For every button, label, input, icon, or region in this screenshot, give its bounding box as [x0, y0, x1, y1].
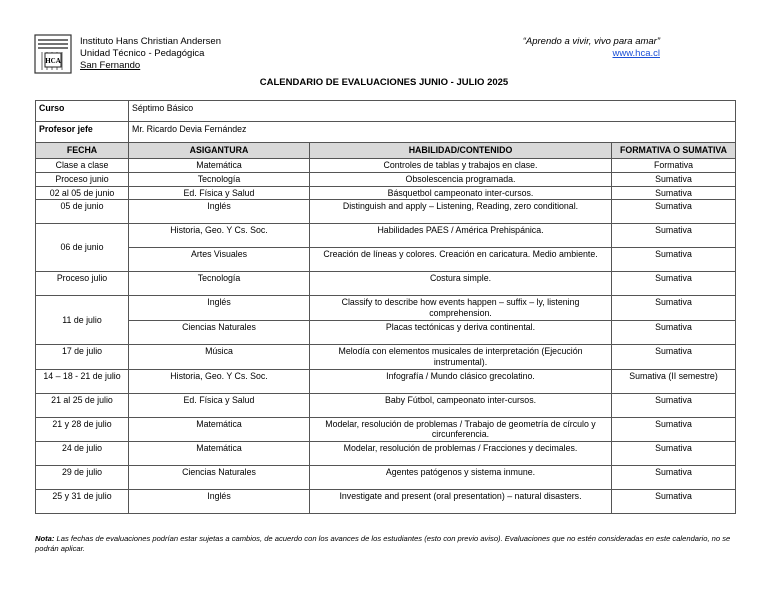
table-row	[36, 490, 736, 514]
cell-asignatura: Tecnología	[129, 272, 310, 296]
motto-block	[523, 36, 660, 60]
cell-tipo: Sumativa	[612, 344, 736, 369]
cell-fecha: 17 de julio	[36, 344, 129, 369]
cell-fecha: 05 de junio	[36, 200, 129, 224]
table-row	[36, 224, 736, 248]
school-logo	[34, 34, 72, 74]
cell-tipo: Sumativa	[612, 200, 736, 224]
cell-contenido: Distinguish and apply – Listening, Reading, zero conditional.	[310, 200, 612, 224]
curso-label: Curso	[36, 101, 129, 122]
cell-tipo: Sumativa	[612, 393, 736, 417]
cell-contenido: Classify to describe how events happen – suffix – ly, listening comprehension.	[310, 296, 612, 321]
cell-fecha: 21 y 28 de julio	[36, 417, 129, 442]
footnote	[35, 534, 740, 554]
table-row	[36, 442, 736, 466]
cell-contenido: Baby Fútbol, campeonato inter-cursos.	[310, 393, 612, 417]
cell-tipo: Sumativa	[612, 172, 736, 186]
cell-tipo: Sumativa	[612, 224, 736, 248]
column-header-tipo: FORMATIVA O SUMATIVA	[612, 143, 736, 159]
table-row	[36, 417, 736, 442]
cell-tipo: Sumativa	[612, 442, 736, 466]
cell-fecha: 29 de julio	[36, 466, 129, 490]
table-row	[36, 159, 736, 173]
institution-block	[80, 36, 221, 72]
column-header-fecha: FECHA	[36, 143, 129, 159]
footnote-label: Nota:	[35, 534, 55, 543]
cell-contenido: Investigate and present (oral presentation) – natural disasters.	[310, 490, 612, 514]
cell-fecha: 21 al 25 de julio	[36, 393, 129, 417]
cell-contenido: Costura simple.	[310, 272, 612, 296]
table-row	[36, 320, 736, 344]
cell-contenido: Melodía con elementos musicales de interpretación (Ejecución instrumental).	[310, 344, 612, 369]
city-name: San Fernando	[80, 60, 141, 71]
svg-text:HCA: HCA	[45, 57, 61, 65]
cell-contenido: Habilidades PAES / América Prehispánica.	[310, 224, 612, 248]
cell-asignatura: Ed. Física y Salud	[129, 393, 310, 417]
footnote-text: Las fechas de evaluaciones podrían estar sujetas a cambios, de acuerdo con los avances de los estudiantes (esto con previo aviso). Evaluaciones que no estén consideradas en este calendario, no se podrán aplicar.	[35, 534, 731, 553]
cell-fecha: Clase a clase	[36, 159, 129, 173]
cell-asignatura: Ciencias Naturales	[129, 466, 310, 490]
cell-tipo: Sumativa	[612, 296, 736, 321]
cell-asignatura: Matemática	[129, 159, 310, 173]
cell-asignatura: Inglés	[129, 490, 310, 514]
column-header-contenido: HABILIDAD/CONTENIDO	[310, 143, 612, 159]
table-row	[36, 369, 736, 393]
page-title: CALENDARIO DE EVALUACIONES JUNIO - JULIO 2025	[259, 77, 509, 88]
cell-contenido: Controles de tablas y trabajos en clase.	[310, 159, 612, 173]
cell-asignatura: Historia, Geo. Y Cs. Soc.	[129, 369, 310, 393]
table-row	[36, 393, 736, 417]
profesor-row	[36, 122, 736, 143]
cell-asignatura: Ciencias Naturales	[129, 320, 310, 344]
table-row	[36, 248, 736, 272]
cell-tipo: Sumativa	[612, 272, 736, 296]
cell-fecha: 14 – 18 - 21 de julio	[36, 369, 129, 393]
cell-fecha: 06 de junio	[36, 224, 129, 272]
cell-asignatura: Ed. Física y Salud	[129, 186, 310, 200]
cell-contenido: Creación de líneas y colores. Creación en caricatura. Medio ambiente.	[310, 248, 612, 272]
table-row	[36, 200, 736, 224]
cell-asignatura: Historia, Geo. Y Cs. Soc.	[129, 224, 310, 248]
cell-asignatura: Inglés	[129, 296, 310, 321]
column-header-asignatura: ASIGANTURA	[129, 143, 310, 159]
table-row	[36, 172, 736, 186]
cell-tipo: Sumativa	[612, 186, 736, 200]
table-row	[36, 272, 736, 296]
cell-fecha: Proceso julio	[36, 272, 129, 296]
cell-fecha: 02 al 05 de junio	[36, 186, 129, 200]
motto-text: “Aprendo a vivir, vivo para amar”	[522, 36, 660, 47]
cell-contenido: Modelar, resolución de problemas / Trabajo de geometría de círculo y circunferencia.	[310, 417, 612, 442]
curso-row	[36, 101, 736, 122]
curso-value: Séptimo Básico	[129, 101, 736, 122]
table-row	[36, 296, 736, 321]
cell-contenido: Agentes patógenos y sistema inmune.	[310, 466, 612, 490]
cell-tipo: Sumativa	[612, 490, 736, 514]
cell-tipo: Sumativa	[612, 417, 736, 442]
cell-contenido: Básquetbol campeonato inter-cursos.	[310, 186, 612, 200]
cell-asignatura: Artes Visuales	[129, 248, 310, 272]
cell-tipo: Sumativa	[612, 466, 736, 490]
cell-contenido: Placas tectónicas y deriva continental.	[310, 320, 612, 344]
table-row	[36, 344, 736, 369]
cell-fecha: 24 de julio	[36, 442, 129, 466]
cell-fecha: 25 y 31 de julio	[36, 490, 129, 514]
cell-contenido: Obsolescencia programada.	[310, 172, 612, 186]
evaluations-table	[35, 100, 736, 514]
cell-tipo: Sumativa	[612, 248, 736, 272]
profesor-value: Mr. Ricardo Devia Fernández	[129, 122, 736, 143]
cell-tipo: Sumativa (II semestre)	[612, 369, 736, 393]
cell-fecha: 11 de julio	[36, 296, 129, 345]
cell-tipo: Sumativa	[612, 320, 736, 344]
cell-tipo: Formativa	[612, 159, 736, 173]
cell-contenido: Infografía / Mundo clásico grecolatino.	[310, 369, 612, 393]
table-header-row	[36, 143, 736, 159]
cell-contenido: Modelar, resolución de problemas / Fracciones y decimales.	[310, 442, 612, 466]
cell-fecha: Proceso junio	[36, 172, 129, 186]
cell-asignatura: Tecnología	[129, 172, 310, 186]
institution-name: Instituto Hans Christian Andersen	[80, 36, 221, 47]
table-row	[36, 466, 736, 490]
unit-name: Unidad Técnico - Pedagógica	[80, 48, 205, 59]
profesor-label: Profesor jefe	[36, 122, 129, 143]
cell-asignatura: Inglés	[129, 200, 310, 224]
cell-asignatura: Matemática	[129, 417, 310, 442]
website-link[interactable]: www.hca.cl	[612, 48, 660, 59]
cell-asignatura: Matemática	[129, 442, 310, 466]
table-row	[36, 186, 736, 200]
cell-asignatura: Música	[129, 344, 310, 369]
